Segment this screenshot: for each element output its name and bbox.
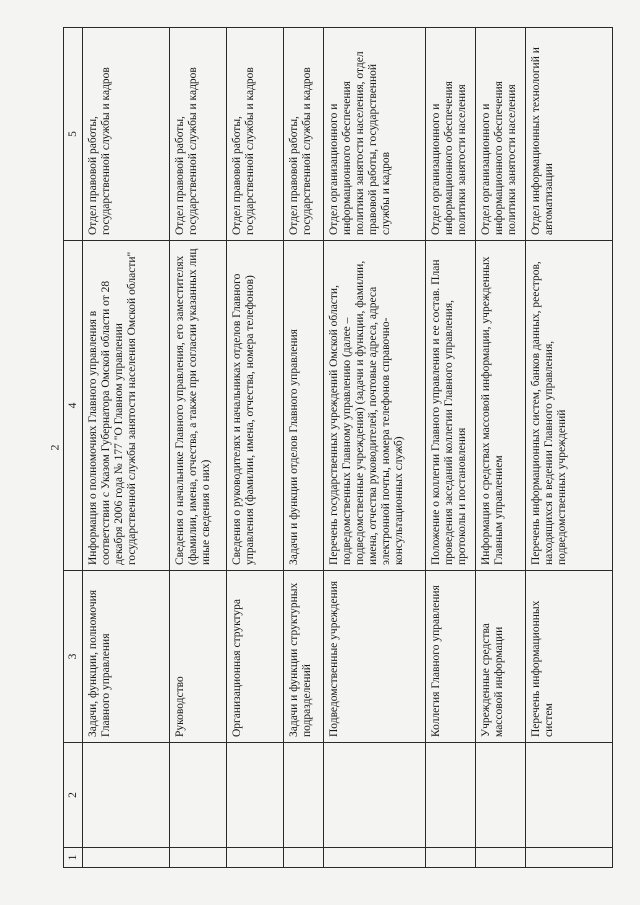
cell-2 (170, 743, 227, 848)
cell-section: Подведомственные учреждения (324, 571, 426, 743)
column-header: 3 (64, 571, 83, 743)
cell-responsible: Отдел правовой работы, государственной службы и кадров (170, 28, 227, 241)
cell-content: Сведения о начальнике Главного управления, его заместителях (фамилии, имена, отчества, а также при согласии указанных лиц иные сведения о них) (170, 241, 227, 571)
cell-responsible: Отдел организационного и информационного обеспечения политики занятости населения (476, 28, 526, 241)
column-header: 1 (64, 848, 83, 868)
cell-1 (324, 848, 426, 868)
cell-content: Перечень информационных систем, банков данных, реестров, находящихся в ведении Главного управления, подведомственных учреждений (526, 241, 613, 571)
cell-responsible: Отдел информационных технологий и автоматизации (526, 28, 613, 241)
cell-2 (83, 743, 170, 848)
cell-section: Задачи, функции, полномочия Главного управления (83, 571, 170, 743)
cell-content: Перечень государственных учреждений Омской области, подведомственных Главному управлению (далее – подведомственные учреждения) (задачи и функции, фамилии, имена, отчества руководителей, почтовые адреса, адреса электронной почты, номера телефонов справочно-консультационных служб) (324, 241, 426, 571)
cell-2 (526, 743, 613, 848)
cell-1 (526, 848, 613, 868)
cell-responsible: Отдел правовой работы, государственной службы и кадров (83, 28, 170, 241)
cell-1 (426, 848, 476, 868)
cell-section: Руководство (170, 571, 227, 743)
cell-1 (284, 848, 324, 868)
cell-1 (83, 848, 170, 868)
cell-content: Сведения о руководителях и начальниках отделов Главного управления (фамилии, имена, отчества, номера телефонов) (227, 241, 284, 571)
cell-1 (227, 848, 284, 868)
cell-responsible: Отдел организационного и информационного обеспечения политики занятости населения (426, 28, 476, 241)
page-number: 2 (47, 444, 62, 451)
cell-content: Положение о коллегии Главного управления и ее состав. План проведения заседаний коллегии Главного управления, протоколы и постановления (426, 241, 476, 571)
cell-section: Организационная структура (227, 571, 284, 743)
column-header: 2 (64, 743, 83, 848)
cell-section: Учрежденные средства массовой информации (476, 571, 526, 743)
cell-2 (284, 743, 324, 848)
table-header-row (64, 28, 83, 868)
table-row (284, 28, 324, 868)
cell-2 (324, 743, 426, 848)
column-header: 4 (64, 241, 83, 571)
cell-section: Коллегия Главного управления (426, 571, 476, 743)
table-row (476, 28, 526, 868)
cell-1 (476, 848, 526, 868)
table-row (426, 28, 476, 868)
table-row (526, 28, 613, 868)
cell-2 (426, 743, 476, 848)
table-row (324, 28, 426, 868)
table-row (227, 28, 284, 868)
cell-section: Перечень информационных систем (526, 571, 613, 743)
cell-responsible: Отдел правовой работы, государственной службы и кадров (284, 28, 324, 241)
document-table (63, 28, 613, 868)
cell-content: Задачи и функции отделов Главного управления (284, 241, 324, 571)
cell-responsible: Отдел правовой работы, государственной службы и кадров (227, 28, 284, 241)
column-header: 5 (64, 28, 83, 241)
cell-section: Задачи и функции структурных подразделений (284, 571, 324, 743)
cell-content: Информация о средствах массовой информации, учрежденных Главным управлением (476, 241, 526, 571)
table-row (170, 28, 227, 868)
cell-responsible: Отдел организационного и информационного обеспечения политики занятости населения, отдел правовой работы, государственной службы и кадров (324, 28, 426, 241)
cell-2 (476, 743, 526, 848)
cell-2 (227, 743, 284, 848)
cell-1 (170, 848, 227, 868)
table-row (83, 28, 170, 868)
cell-content: Информация о полномочиях Главного управления в соответствии с Указом Губернатора Омской области от 28 декабря 2006 года № 177 "О Главном управлении государственной службы занятости населения Омской области" (83, 241, 170, 571)
